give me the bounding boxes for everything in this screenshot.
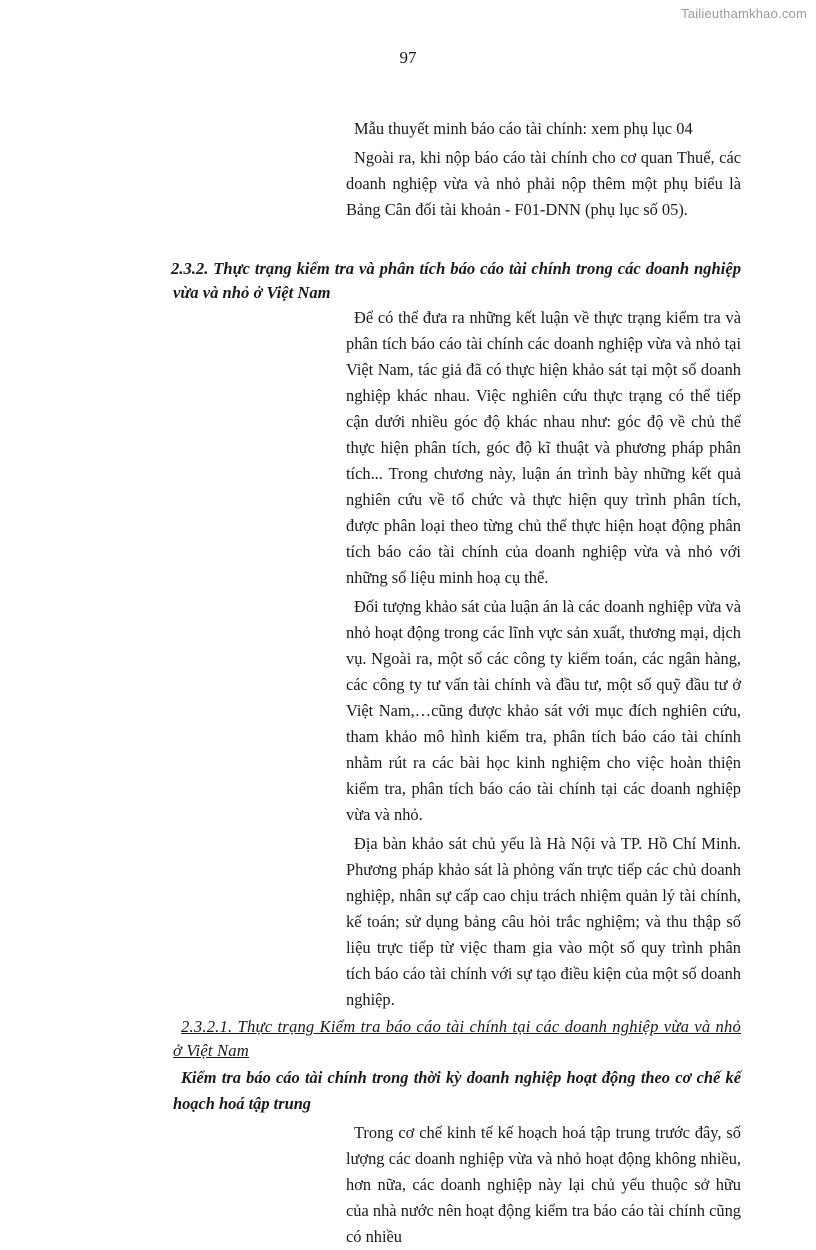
subsection-heading-planned-economy: Kiểm tra báo cáo tài chính trong thời kỳ doanh nghiệp hoạt động theo cơ chế kế hoạch hoá tập trung (173, 1068, 741, 1113)
paragraph-appendix-04: Mẫu thuyết minh báo cáo tài chính: xem phụ lục 04 (354, 119, 693, 138)
page-number: 97 (399, 48, 417, 67)
section-heading-2-3-2: 2.3.2. Thực trạng kiểm tra và phân tích báo cáo tài chính trong các doanh nghiệp vừa và nhỏ ở Việt Nam (171, 259, 741, 302)
paragraph-survey-subjects: Đối tượng khảo sát của luận án là các doanh nghiệp vừa và nhỏ hoạt động trong các lĩnh vực sản xuất, thương mại, dịch vụ. Ngoài ra, một số các công ty kiểm toán, các ngân hàng, các công ty tư vấn tài chính và đầu tư, một số quỹ đầu tư ở Việt Nam,…cũng được khảo sát với mục đích nghiên cứu, tham khảo mô hình kiểm tra, phân tích báo cáo tài chính nhằm rút ra các bài học kinh nghiệm cho việc hoàn thiện kiểm tra, phân tích báo cáo tài chính tại các doanh nghiệp vừa và nhỏ. (346, 597, 741, 824)
section-heading-2-3-2-1: 2.3.2.1. Thực trạng Kiểm tra báo cáo tài chính tại các doanh nghiệp vừa và nhỏ ở Việt Nam (173, 1017, 741, 1060)
document-body (173, 116, 741, 1250)
paragraph-tax-submission: Ngoài ra, khi nộp báo cáo tài chính cho cơ quan Thuế, các doanh nghiệp vừa và nhỏ phải nộp thêm một phụ biểu là Bảng Cân đối tài khoản - F01-DNN (phụ lục số 05). (346, 148, 741, 219)
paragraph-planned-economy: Trong cơ chế kinh tế kế hoạch hoá tập trung trước đây, số lượng các doanh nghiệp vừa và nhỏ hoạt động không nhiều, hơn nữa, các doanh nghiệp này lại chủ yếu thuộc sở hữu của nhà nước nên hoạt động kiểm tra báo cáo tài chính cũng có nhiều (346, 1123, 741, 1246)
paragraph-survey-intro: Để có thể đưa ra những kết luận về thực trạng kiểm tra và phân tích báo cáo tài chính các doanh nghiệp vừa và nhỏ tại Việt Nam, tác giả đã có thực hiện khảo sát tại một số doanh nghiệp khác nhau. Việc nghiên cứu thực trạng có thể tiếp cận dưới nhiều góc độ khác nhau như: góc độ về chủ thể thực hiện phân tích, góc độ kĩ thuật và phương pháp phân tích... Trong chương này, luận án trình bày những kết quả nghiên cứu về tổ chức và thực hiện quy trình phân tích, được phân loại theo từng chủ thể thực hiện hoạt động phân tích báo cáo tài chính của doanh nghiệp vừa và nhỏ với những số liệu minh hoạ cụ thể. (346, 308, 741, 587)
watermark: Tailieuthamkhao.com (681, 6, 807, 21)
paragraph-survey-location: Địa bàn khảo sát chủ yếu là Hà Nội và TP. Hồ Chí Minh. Phương pháp khảo sát là phỏng vấn trực tiếp các chủ doanh nghiệp, nhân sự cấp cao chịu trách nhiệm quản lý tài chính, kế toán; sử dụng bảng câu hỏi trắc nghiệm; và thu thập số liệu trực tiếp từ việc tham gia vào một số quy trình phân tích báo cáo tài chính với sự tạo điều kiện của một số doanh nghiệp. (346, 834, 741, 1009)
